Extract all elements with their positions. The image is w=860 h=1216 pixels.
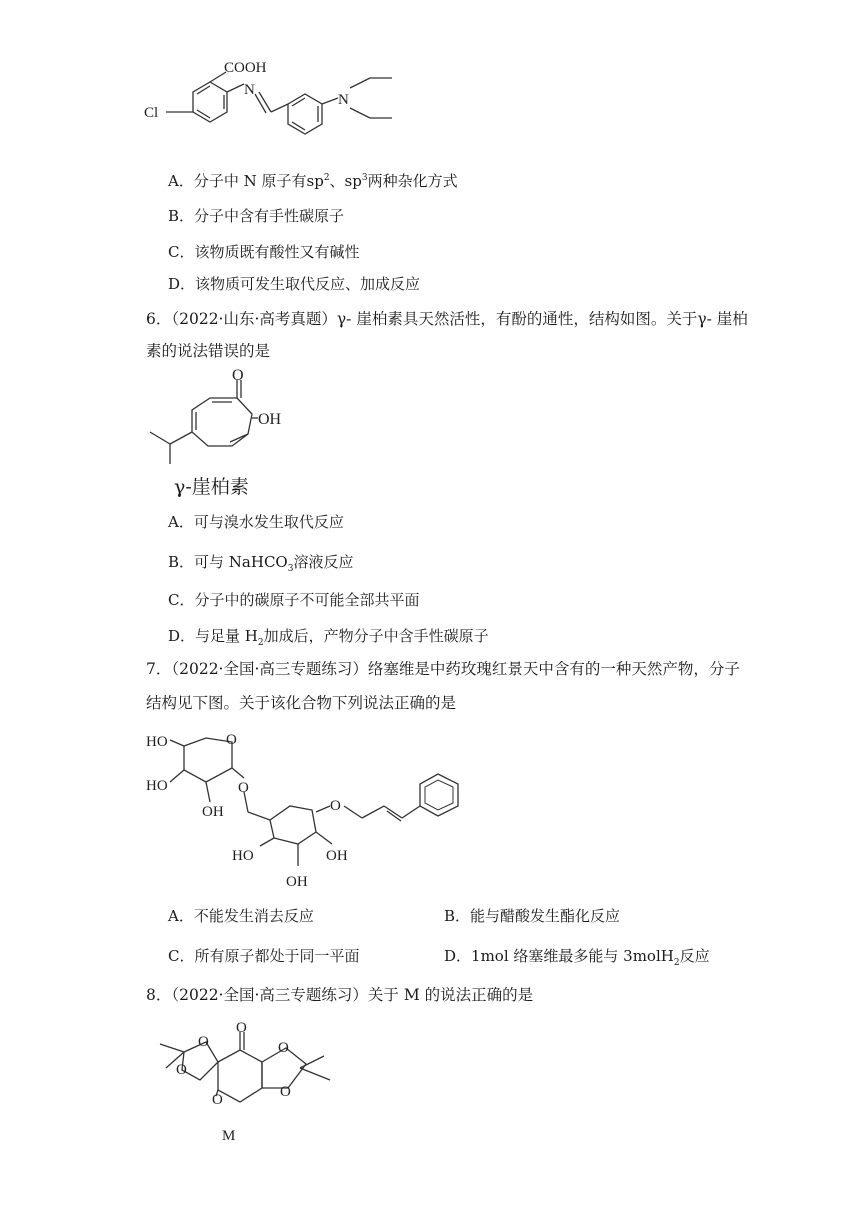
q8-m-caption: M bbox=[222, 1128, 236, 1144]
q6-option-a-text: 可与溴水发生取代反应 bbox=[193, 513, 344, 531]
q6-option-c-text: 分子中的碳原子不可能全部共平面 bbox=[194, 591, 420, 609]
q6-stem-line2: 素的说法错误的是 bbox=[146, 342, 271, 360]
q7-o-label-link: O bbox=[238, 780, 249, 796]
q5-option-b-label: B． bbox=[168, 207, 195, 225]
q7-option-a-label: A． bbox=[168, 907, 194, 925]
q8-stem: 8．（2022·全国·高三专题练习）关于 M 的说法正确的是 bbox=[146, 986, 534, 1004]
q7-option-a bbox=[168, 906, 314, 926]
q5-cooh-label: COOH bbox=[224, 60, 267, 76]
q8-o-label-carbonyl: O bbox=[236, 1020, 247, 1036]
q7-ho-label-1: HO bbox=[146, 734, 168, 750]
q5-option-a-sup-2: 3 bbox=[361, 173, 368, 183]
q7-oh-label-1: OH bbox=[202, 804, 224, 820]
q6-option-d bbox=[168, 626, 489, 653]
q5-cl-label: Cl bbox=[144, 105, 159, 121]
q8-o-label-4: O bbox=[280, 1084, 291, 1100]
q5-amine-n-label: N bbox=[338, 92, 349, 108]
q6-option-b bbox=[168, 552, 353, 579]
q5-option-b bbox=[168, 206, 344, 226]
q6-option-a bbox=[168, 512, 344, 532]
q5-option-b-text: 分子中含有手性碳原子 bbox=[194, 207, 345, 225]
q7-stem-line1: 7．（2022·全国·高三专题练习）络塞维是中药玫瑰红景天中含有的一种天然产物，分子 bbox=[146, 660, 740, 678]
q7-option-c-label: C． bbox=[168, 947, 195, 965]
q5-option-d bbox=[168, 274, 420, 294]
q6-option-b-text-2: 溶液反应 bbox=[293, 553, 354, 571]
q8-structure-diagram bbox=[140, 1018, 360, 1168]
q7-oh-label-3: OH bbox=[286, 874, 308, 890]
q6-option-b-text-1: 可与 NaHCO bbox=[194, 553, 288, 571]
q7-stem-line2: 结构见下图。关于该化合物下列说法正确的是 bbox=[146, 694, 457, 712]
q7-option-c-text: 所有原子都处于同一平面 bbox=[194, 947, 360, 965]
q7-o-label-ring1: O bbox=[226, 732, 237, 748]
q5-option-a bbox=[168, 168, 458, 191]
q5-option-c-label: C． bbox=[168, 243, 195, 261]
q7-ho-label-2: HO bbox=[146, 778, 168, 794]
q5-structure-diagram bbox=[140, 58, 420, 164]
q6-structure-caption: γ-崖柏素 bbox=[174, 476, 249, 498]
q8-o-label-5: O bbox=[198, 1034, 209, 1050]
q5-option-a-text-2: 、sp bbox=[329, 172, 362, 190]
q5-option-c bbox=[168, 242, 360, 262]
q6-oh-label: OH bbox=[258, 411, 282, 428]
q7-ho-label-3: HO bbox=[232, 848, 254, 864]
q5-option-d-text: 该物质可发生取代反应、加成反应 bbox=[195, 275, 421, 293]
q7-option-c bbox=[168, 946, 360, 966]
q7-oh-label-2: OH bbox=[326, 848, 348, 864]
q8-o-label-1: O bbox=[176, 1062, 187, 1078]
q5-imine-n-label: N bbox=[244, 82, 255, 98]
q6-stem-line1: 6．（2022·山东·高考真题）γ- 崖柏素具天然活性，有酚的通性，结构如图。关于γ- 崖柏 bbox=[146, 310, 748, 328]
q5-option-a-text-1: 分子中 N 原子有sp bbox=[193, 172, 324, 190]
q5-option-a-label: A． bbox=[168, 172, 194, 190]
q7-option-b bbox=[444, 906, 620, 926]
q5-option-a-sup-1: 2 bbox=[323, 173, 330, 183]
q6-option-b-sub: 3 bbox=[287, 564, 294, 574]
q6-option-b-label: B． bbox=[168, 553, 195, 571]
q7-o-label-ring2: O bbox=[330, 798, 341, 814]
q7-option-b-text: 能与醋酸发生酯化反应 bbox=[470, 907, 621, 925]
q5-option-a-text-3: 两种杂化方式 bbox=[367, 172, 458, 190]
q6-option-d-label: D． bbox=[168, 627, 196, 645]
q5-option-c-text: 该物质既有酸性又有碱性 bbox=[194, 243, 360, 261]
q5-option-d-label: D． bbox=[168, 275, 196, 293]
q7-option-d-text-1: 1mol 络塞维最多能与 3molH bbox=[471, 947, 674, 965]
q7-option-d bbox=[444, 946, 710, 973]
q6-option-a-label: A． bbox=[168, 513, 194, 531]
q7-option-d-text-2: 反应 bbox=[679, 947, 710, 965]
q7-structure-diagram bbox=[140, 726, 480, 892]
q6-option-c bbox=[168, 590, 420, 610]
q7-option-a-text: 不能发生消去反应 bbox=[193, 907, 314, 925]
q8-o-label-3: O bbox=[278, 1040, 289, 1056]
q6-option-d-sub: 2 bbox=[257, 638, 264, 648]
q7-option-b-label: B． bbox=[444, 907, 471, 925]
q6-option-d-text-2: 加成后，产物分子中含手性碳原子 bbox=[263, 627, 489, 645]
q6-o-label: O bbox=[232, 368, 244, 384]
q6-option-d-text-1: 与足量 H bbox=[195, 627, 258, 645]
q7-option-d-label: D． bbox=[444, 947, 472, 965]
q7-option-d-sub: 2 bbox=[673, 958, 680, 968]
q8-o-label-2: O bbox=[212, 1092, 223, 1108]
q6-option-c-label: C． bbox=[168, 591, 195, 609]
